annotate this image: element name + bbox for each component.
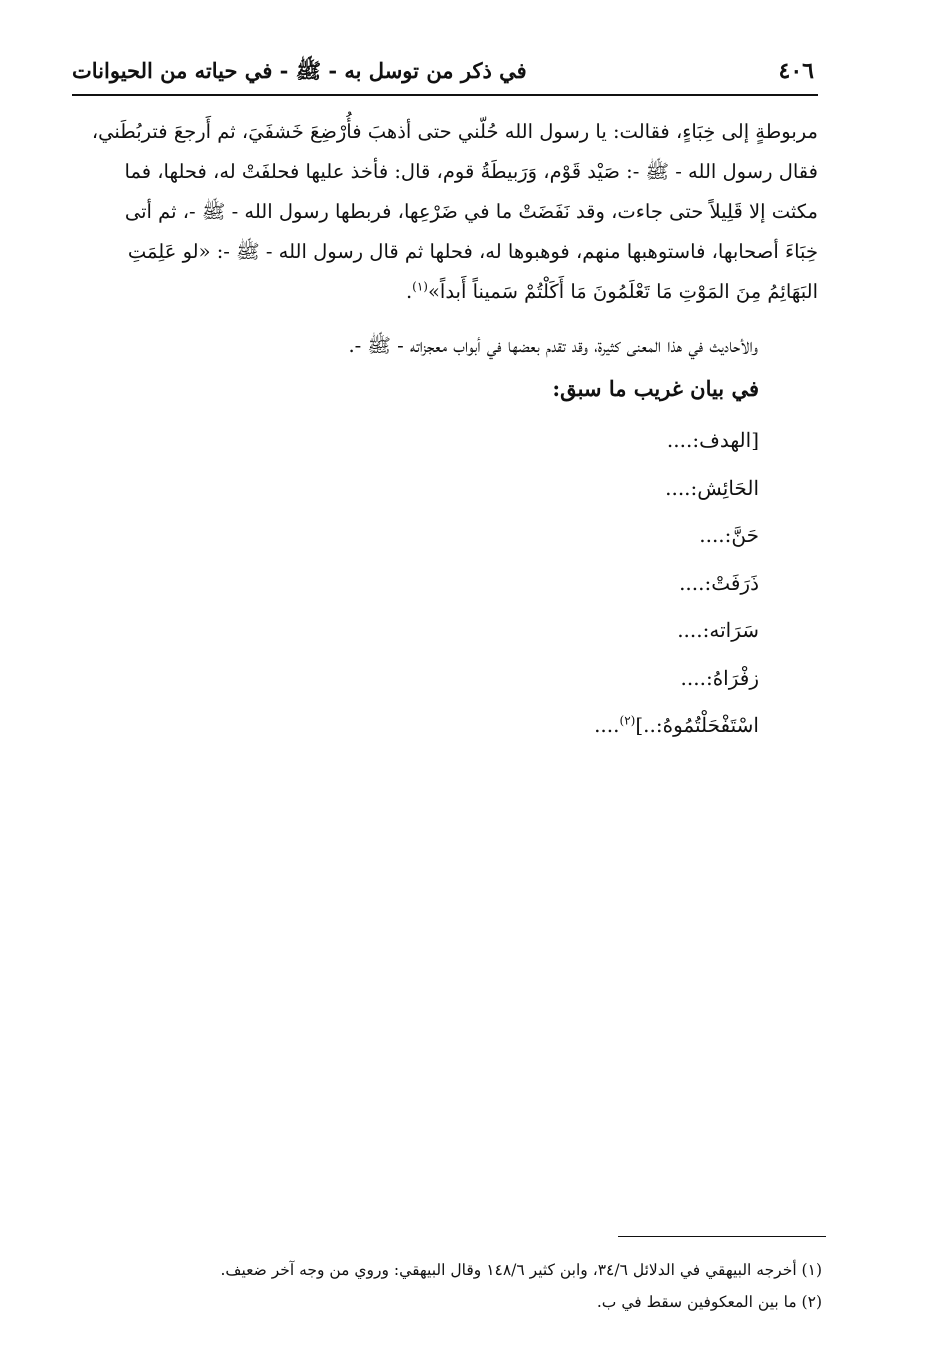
glossary-item: زفْرَاهُ:....	[680, 665, 759, 690]
footnote-separator	[618, 1236, 826, 1237]
footnote-ref-1: (١)	[412, 279, 428, 294]
body-line-5-text: البَهَائِمُ مِنَ المَوْتِ مَا تَعْلَمُونَ مَا أَكَلْتُمْ سَميناً أَبداً»	[427, 280, 818, 303]
glossary-item-last	[359, 705, 759, 753]
body-line-1: مربوطةٍ إلى خِبَاءٍ، فقالت: يا رسول الله حُلّني حتى أذهبَ فأُرْضِعَ خَشفَيَ، ثم أَرجعَ فتربُطَني،	[91, 120, 818, 143]
glossary-item: [الهدف:....	[666, 428, 759, 452]
footnotes	[90, 1254, 822, 1318]
page-header	[72, 56, 818, 96]
glossary-item-last-tail: ....	[594, 713, 620, 737]
footnote-ref-2: (٢)	[619, 713, 636, 728]
glossary-item: سَرَاته:....	[677, 618, 759, 642]
section-heading: في بيان غريب ما سبق:	[552, 376, 759, 401]
body-line-3: مكثت إلا قَلِيلاً حتى جاءت، وقد نَفَضَتْ ما في ضَرْعِها، فربطها رسول الله - ﷺ -، ثم أتى	[124, 200, 818, 223]
glossary-item-last-text: اسْتَفْحَلْتُمُوهُ:..]	[635, 713, 759, 737]
second-paragraph: والأحاديث في هذا المعنى كثيرة، وقد تقدم بعضها في أبواب معجزاته - ﷺ -.	[348, 334, 758, 357]
footnote-2: (٢) ما بين المعكوفين سقط في ب.	[596, 1293, 822, 1311]
glossary-item: الحَائِش:....	[665, 475, 759, 500]
main-paragraph	[72, 112, 818, 312]
body-line-4: خِبَاءَ أصحابها، فاستوهبها منهم، فوهبوها له، فحلها ثم قال رسول الله - ﷺ -: «لو عَلِمَتِ	[127, 240, 818, 263]
body-line-5: البَهَائِمُ مِنَ المَوْتِ مَا تَعْلَمُونَ مَا أَكَلْتُمْ سَميناً أَبداً»$^{(١)}$.	[405, 279, 818, 303]
glossary-item: ذَرَفَتْ:....	[679, 570, 759, 595]
glossary-item: حَنَّ:....	[699, 523, 759, 547]
footnote-1: (١) أخرجه البيهقي في الدلائل ٣٤/٦، وابن كثير ١٤٨/٦ وقال البيهقي: وروي من وجه آخر ضعيف.	[220, 1261, 822, 1279]
body-line-2: فقال رسول الله - ﷺ -: صَيْد قَوْم، وَرَبيطَةُ قوم، قال: فأخذ عليها فحلفَتْ له، فحلها، فما	[124, 160, 818, 183]
page-number: ٤٠٦	[778, 58, 814, 84]
running-title: في ذكر من توسل به - ﷺ - في حياته من الحيوانات	[72, 58, 527, 83]
glossary-list	[359, 420, 759, 753]
